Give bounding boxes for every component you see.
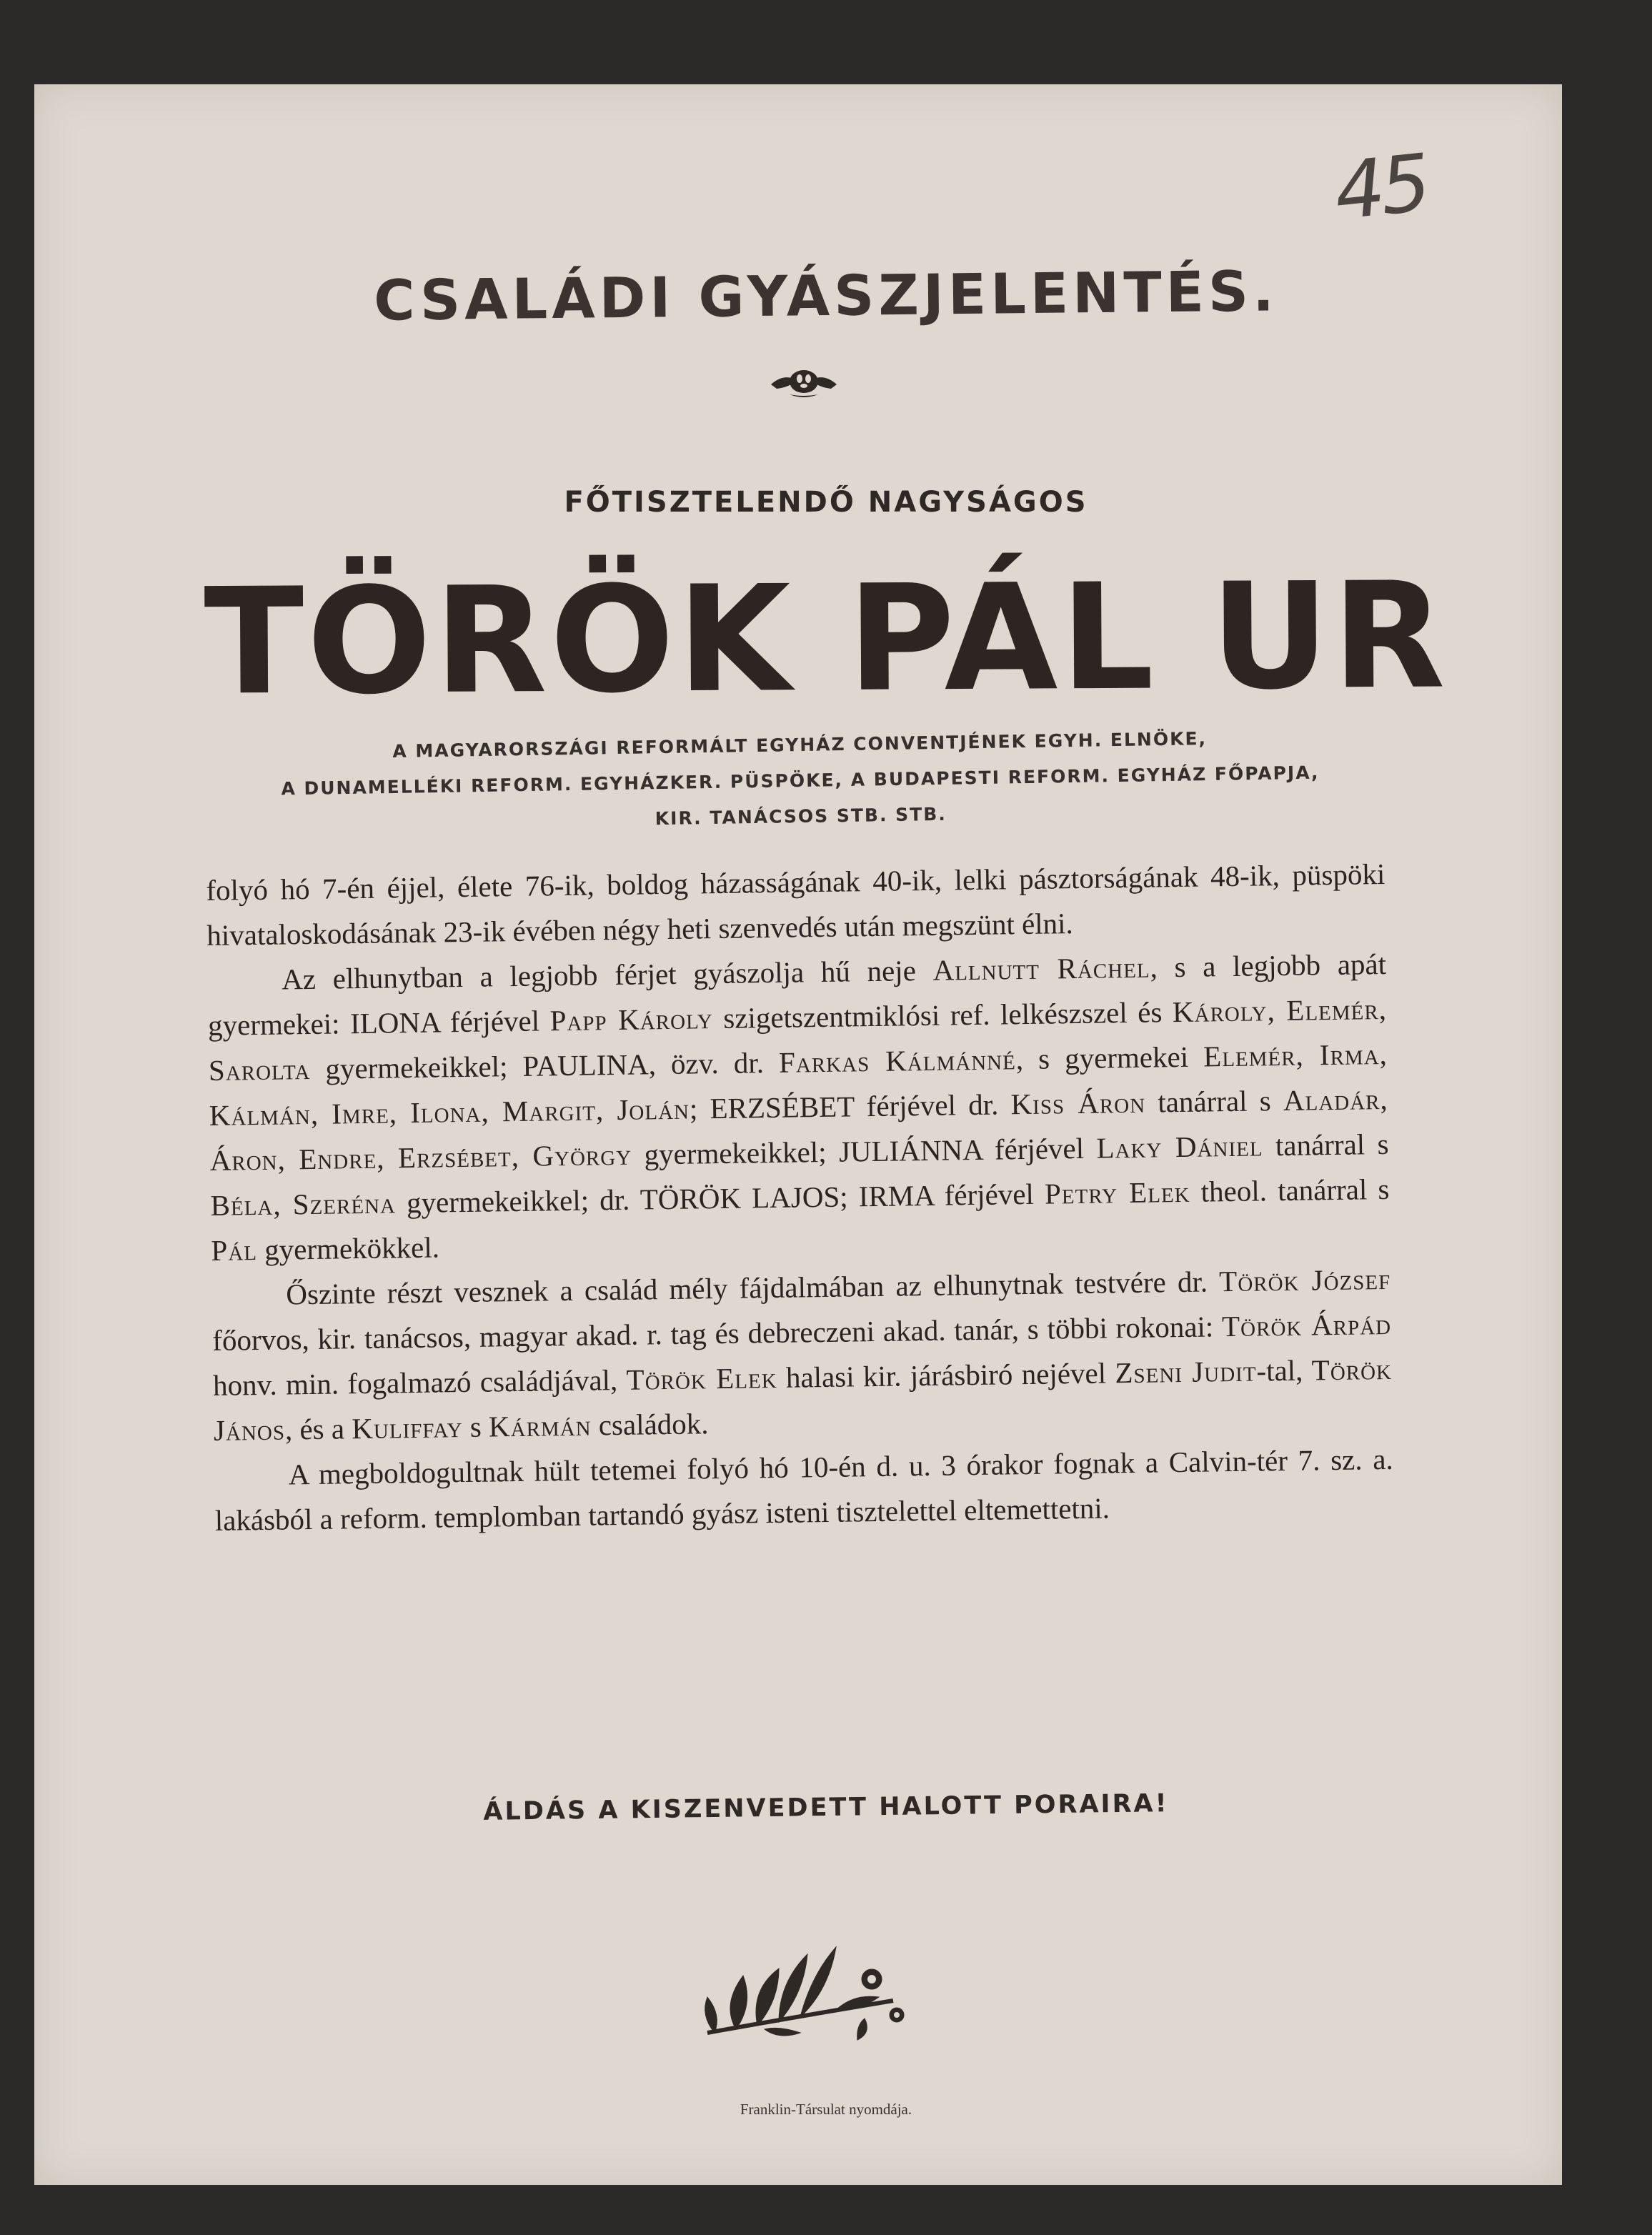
paragraph-relatives — [212, 1257, 1393, 1453]
person-name: Zseni Judit — [1115, 1354, 1257, 1390]
text-run: , és a — [284, 1412, 352, 1446]
title-line: KIR. TANÁCSOS STB. STB. — [655, 803, 947, 830]
text-run: Őszinte részt vesznek a család mély fájdalmában az elhunytnak testvére dr. — [286, 1265, 1220, 1311]
person-name: Béla, Szeréna — [210, 1186, 397, 1222]
person-name: Török Elek — [626, 1360, 777, 1396]
person-name: Laky Dániel — [1096, 1129, 1263, 1165]
text-run: s — [462, 1410, 489, 1444]
text-run: családok. — [591, 1407, 709, 1442]
notice-title: CSALÁDI GYÁSZJELENTÉS. — [373, 259, 1279, 334]
text-run: tanárral s — [1145, 1083, 1284, 1119]
notice-body — [206, 852, 1394, 1543]
text-run: , s a legjobb apát gyermekei: ILONA férjével — [207, 947, 1387, 1042]
leaf-spray-ornament-icon — [693, 1926, 907, 2047]
person-name: Kiss Áron — [1010, 1085, 1146, 1121]
text-run: gyermekökkel. — [257, 1230, 440, 1267]
text-run: szigetszentmiklósi ref. lelkészszel és — [712, 995, 1173, 1035]
text-run: , s gyermekei — [1015, 1040, 1204, 1076]
paragraph-funeral: A megboldogultnak hült tetemei folyó hó 10-én d. u. 3 órakor fognak a Calvin-tér 7. sz. a. lakásból a reform. templomban tartandó gyász isteni tisztelettel eltemettetni. — [214, 1442, 1394, 1537]
deceased-titles — [192, 718, 1408, 845]
text-run: ; ERZSÉBET férjével dr. — [689, 1087, 1011, 1125]
person-name: Aladár, Áron, Endre, Erzsébet, György — [209, 1082, 1388, 1177]
flower-ornament-icon — [768, 363, 840, 403]
person-name: Elemér, Irma, Kálmán, Imre, Ilona, Margit, Jolán — [209, 1037, 1388, 1132]
paragraph-family — [207, 942, 1390, 1273]
text-run: Az elhunytban a legjobb férjet gyászolja hű neje — [281, 953, 933, 996]
person-name: Török József — [1218, 1262, 1391, 1298]
text-run: halasi kir. járásbiró nejével — [777, 1356, 1115, 1394]
text-run: gyermekeikkel; PAULINA, özv. dr. — [310, 1045, 780, 1085]
text-run: theol. tanárral s — [1190, 1172, 1390, 1208]
honorific-line: FŐTISZTELENDŐ NAGYSÁGOS — [564, 486, 1088, 519]
paragraph-death-announcement: folyó hó 7-én éjjel, élete 76-ik, boldog házasságának 40-ik, lelki pásztorságának 48-ik, püspöki hivataloskodásának 23-ik évében négy heti szenvedés után megszünt élni. — [206, 857, 1385, 952]
title-line: A DUNAMELLÉKI REFORM. EGYHÁZKER. PÜSPÖKE, A BUDAPESTI REFORM. EGYHÁZ FŐPAPJA, — [281, 762, 1320, 800]
person-name: Petry Elek — [1044, 1175, 1190, 1210]
person-name: Pál — [211, 1233, 258, 1267]
person-name: Papp Károly — [549, 1002, 714, 1037]
text-run: honv. min. fogalmazó családjával, — [212, 1363, 627, 1402]
text-run: gyermekeikkel; dr. TÖRÖK LAJOS; IRMA férjével — [395, 1177, 1045, 1220]
text-run: -tal, — [1256, 1353, 1313, 1388]
person-name: Károly, Elemér, Sarolta — [208, 992, 1388, 1087]
person-name: Kármán — [488, 1408, 592, 1443]
page-number: 45 — [1330, 136, 1431, 238]
text-run: tanárral s — [1263, 1127, 1389, 1163]
text-run: főorvos, kir. tanácsos, magyar akad. r. tag és debreczeni akad. tanár, s többi rokonai: — [212, 1310, 1223, 1357]
closing-blessing: ÁLDÁS A KISZENVEDETT HALOTT PORAIRA! — [483, 1789, 1169, 1826]
printer-credit: Franklin-Társulat nyomdája. — [740, 2101, 912, 2118]
text-run: gyermekeikkel; JULIÁNNA férjével — [631, 1131, 1097, 1171]
person-name: Allnutt Ráchel — [932, 950, 1150, 987]
person-name: Kuliffay — [351, 1410, 463, 1445]
deceased-name: TÖRÖK PÁL UR — [203, 551, 1449, 728]
person-name: Török Árpád — [1221, 1307, 1392, 1343]
title-line: A MAGYARORSZÁGI REFORMÁLT EGYHÁZ CONVENTJÉNEK EGYH. ELNÖKE, — [392, 728, 1208, 762]
person-name: Török János — [213, 1352, 1393, 1447]
person-name: Farkas Kálmánné — [778, 1042, 1017, 1079]
